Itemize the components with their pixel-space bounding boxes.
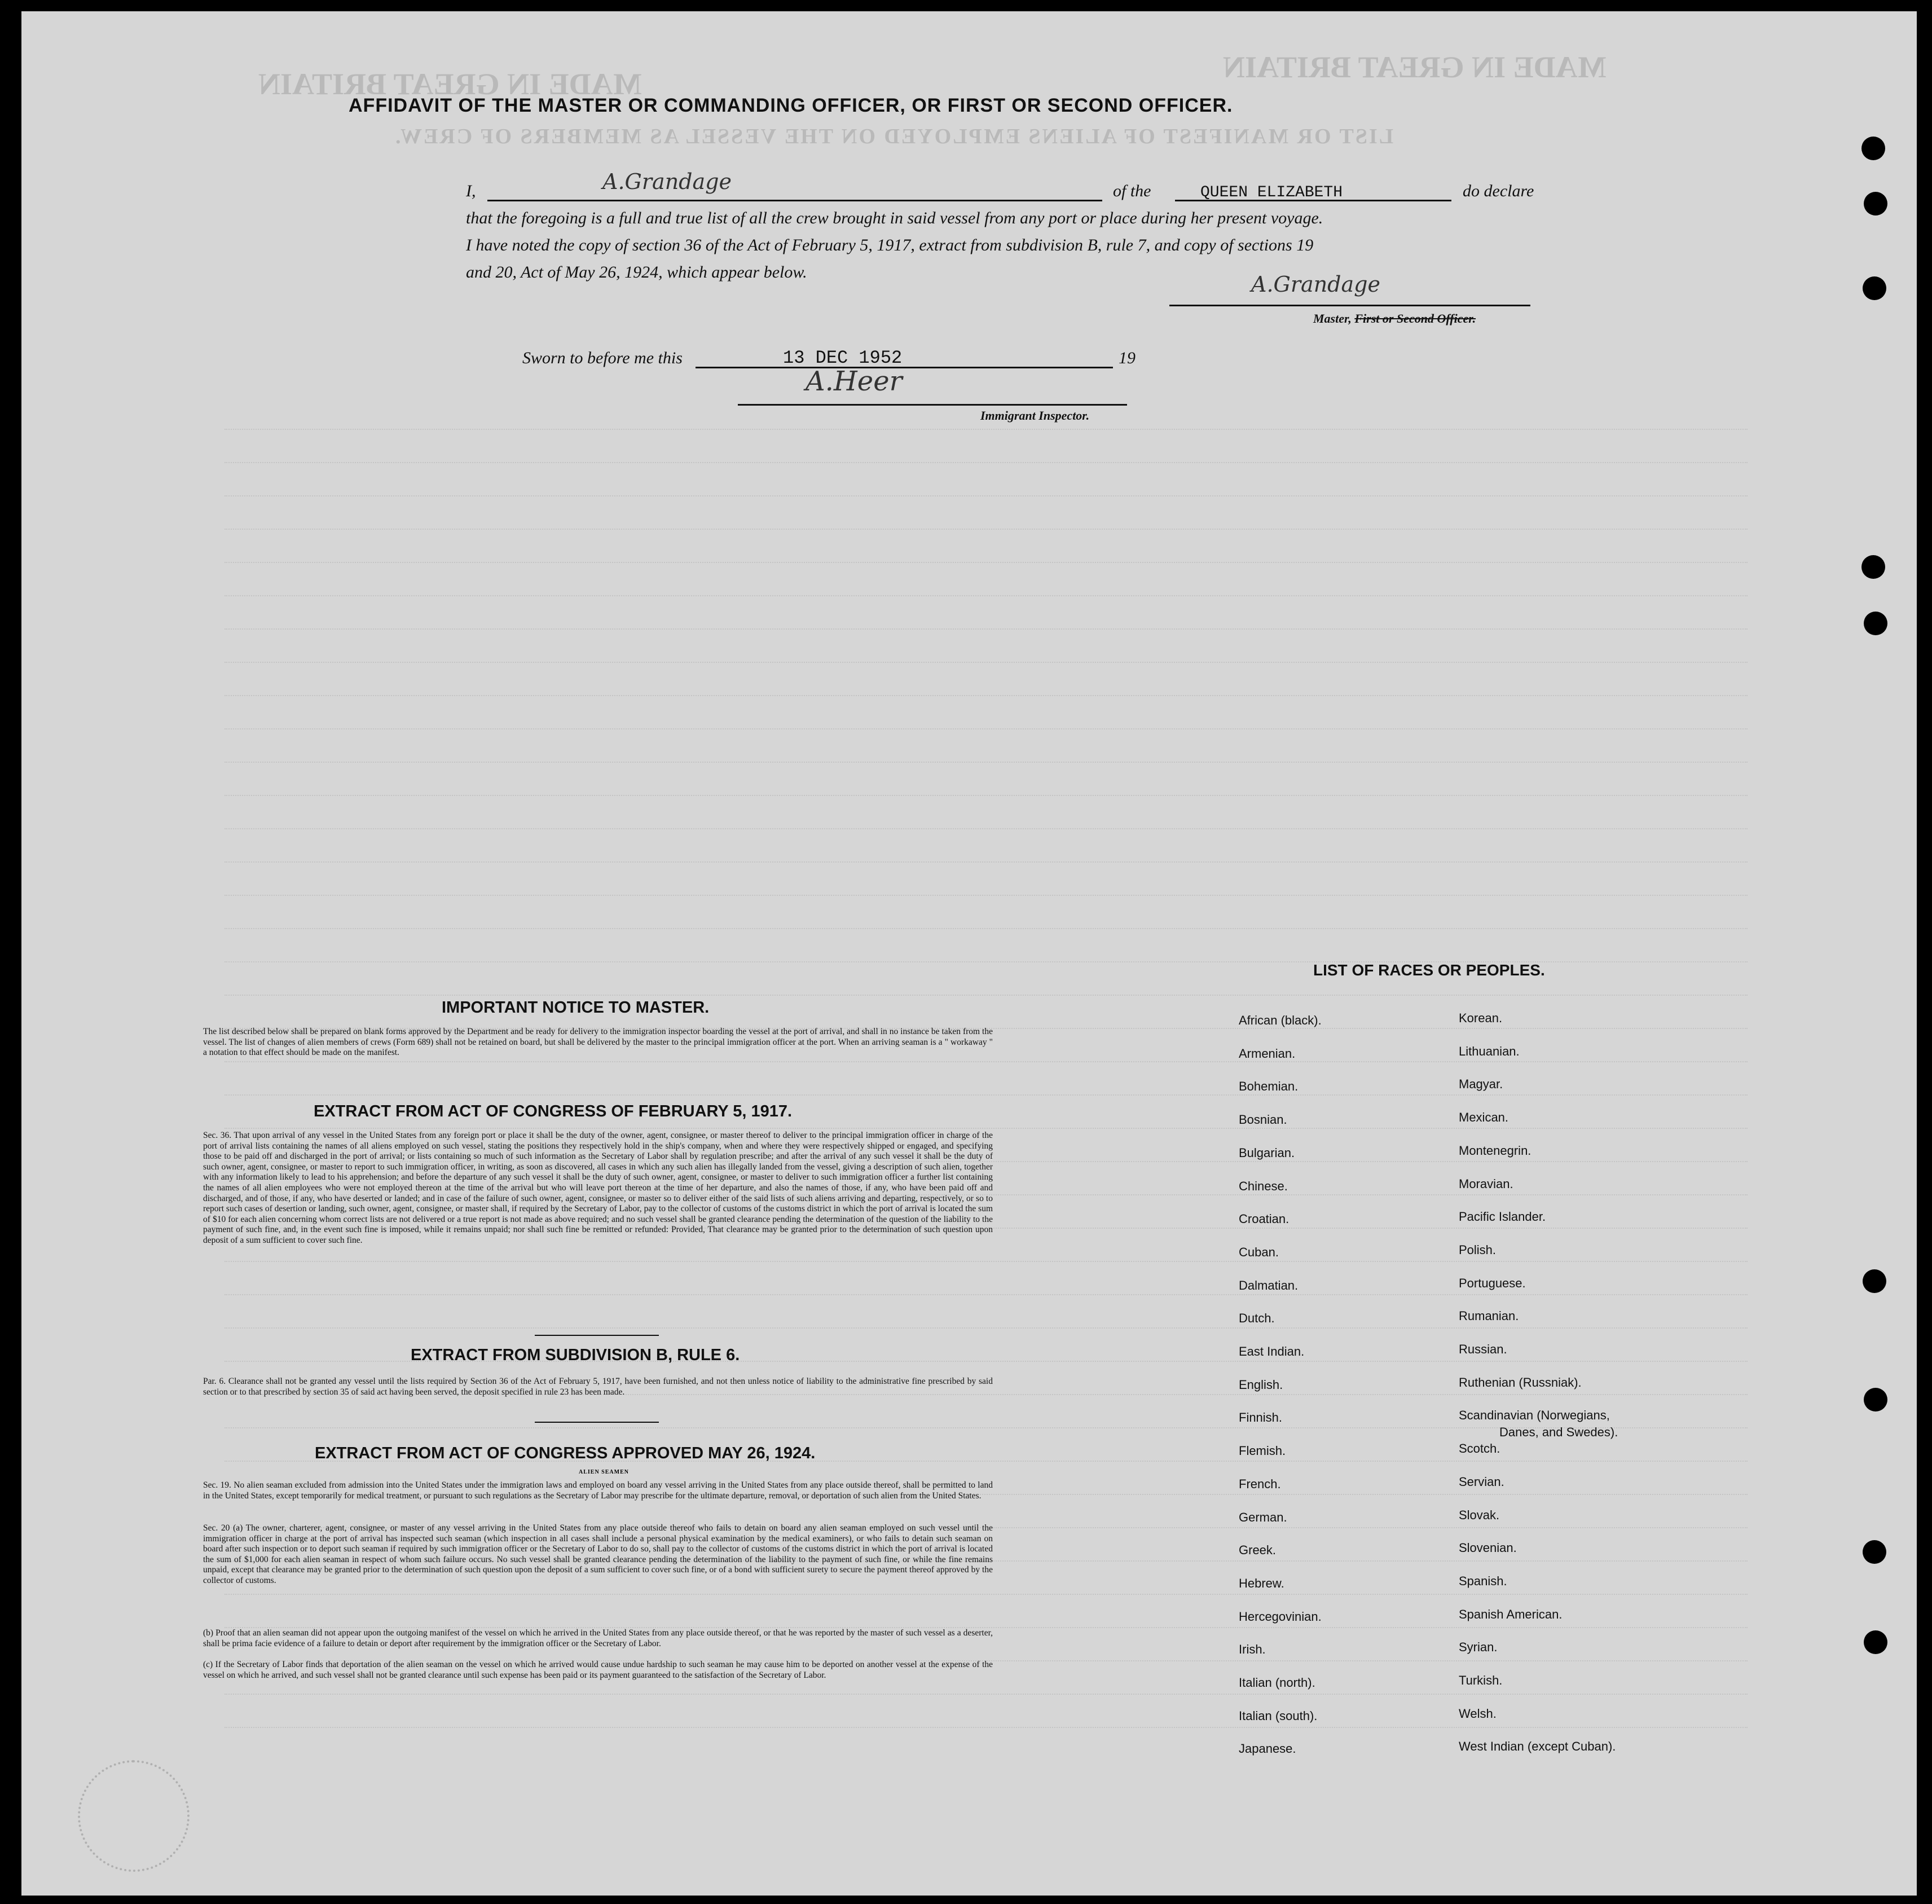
show-through-row-line	[225, 1694, 1748, 1695]
binder-hole-icon	[1863, 1540, 1886, 1564]
document-page	[21, 11, 1917, 1896]
divider-2	[535, 1422, 659, 1423]
show-through-row-line	[225, 529, 1748, 530]
show-through-row-line	[225, 795, 1748, 796]
race-item: Armenian.	[1239, 1046, 1296, 1061]
race-item: Russian.	[1459, 1342, 1507, 1356]
show-through-row-line	[225, 895, 1748, 896]
master-signature: A.Grandage	[1251, 272, 1380, 297]
affidavit-line-3: I have noted the copy of section 36 of the Act of February 5, 1917, extract from subdivision B, rule 7, and copy of sections 19	[466, 236, 1314, 254]
race-item: Pacific Islander.	[1459, 1210, 1546, 1224]
binder-hole-icon	[1864, 1388, 1887, 1411]
race-item: Cuban.	[1239, 1245, 1279, 1259]
divider-1	[535, 1335, 659, 1336]
sec-20b-text: (b) Proof that an alien seaman did not appear upon the outgoing manifest of the vessel on which he arrived in the United States from any place outside thereof, or that he was reported by the master of such vessel as a deserter, shall be prima facie evidence of a failure to detain or deport after requirement by the immigration officer or the Secretary of Labor.	[203, 1628, 993, 1648]
affidavit-title: AFFIDAVIT OF THE MASTER OR COMMANDING OFFICER, OR FIRST OR SECOND OFFICER.	[349, 95, 1233, 116]
race-item: Croatian.	[1239, 1212, 1290, 1226]
subdivision-text: Par. 6. Clearance shall not be granted any vessel until the lists required by Section 36 of the Act of February 5, 1917, have been furnished, and not then unless notice of liability to the administrative fine prescribed by said section or to that prescribed by section 35 of said act having been served, the deposit specified in rule 23 has been made.	[203, 1377, 993, 1397]
show-through-row-line	[225, 628, 1748, 630]
extract-1917-title: EXTRACT FROM ACT OF CONGRESS OF FEBRUARY 5, 1917.	[314, 1102, 793, 1120]
show-through-row-line	[225, 1594, 1748, 1595]
race-item: African (black).	[1239, 1013, 1322, 1027]
show-through-made-in: MADE IN GREAT BRITAIN	[1223, 50, 1607, 84]
inspector-signature: A.Heer	[806, 366, 903, 397]
role-struck: First or Second Officer.	[1354, 311, 1476, 326]
show-through-row-line	[225, 1128, 1748, 1129]
show-through-made-in-2: MADE IN GREAT BRITAIN	[258, 67, 642, 101]
show-through-row-line	[225, 1327, 1748, 1329]
vessel-name: QUEEN ELIZABETH	[1200, 184, 1343, 201]
race-item: Hebrew.	[1239, 1576, 1284, 1590]
extract-1917-text: Sec. 36. That upon arrival of any vessel in the United States from any foreign port or place it shall be the duty of the owner, agent, consignee, or master thereof to deliver to the principal immigration officer in charge of the port of arrival lists containing the names of all aliens employed on such vessel, stating the positions they respectively hold in the ship's company, when and where they were respectively shipped or engaged, and specifying those to be paid off and discharged in the port of arrival; or lists containing so much of such information as the Secretary of Labor shall by regulation prescribe; and after the arrival of any such vessel it shall be the duty of such owner, agent, consignee, or master to report to such immigration officer, in writing, as soon as discovered, all cases in which any such alien has illegally landed from the vessel, giving a description of such alien, together with any information likely to lead to his apprehension; and before the departure of any such vessel it shall be the duty of such owner, agent, consignee, or master to deliver to such immigration officer a further list containing the names of all alien employees who were not employed thereon at the time of the arrival but who will leave port thereon at the time of her departure, and also the names of those, if any, who have been paid off and discharged, and of those, if any, who have deserted or landed; and in case of the failure of such owner, agent, consignee, or master so to deliver either of the said lists of such aliens arriving and departing, respectively, or so to report such cases of desertion or landing, such owner, agent, consignee, or master shall, if required by the Secretary of Labor, pay to the collector of customs of the customs district in which the port of arrival is located the sum of $10 for each alien concerning whom correct lists are not delivered or a true report is not made as above required; and no such vessel shall be granted clearance pending the determination of the question of the liability to the payment of such fine, and, in the event such fine is imposed, while it remains unpaid; nor shall such fine be remitted or refunded: Provided, That clearance may be granted prior to the determination of such question upon deposit of a sum sufficient to cover such fine.	[203, 1131, 993, 1245]
affidavit-line-2: that the foregoing is a full and true list of all the crew brought in said vessel from any port or place during her present voyage.	[466, 209, 1323, 227]
race-item: Chinese.	[1239, 1179, 1288, 1193]
race-item: Dutch.	[1239, 1311, 1275, 1326]
affidavit-i-label: I,	[466, 182, 476, 200]
sworn-label: Sworn to before me this	[522, 349, 683, 367]
sec-19-text: Sec. 19. No alien seaman excluded from admission into the United States under the immigration laws and employed on board any vessel arriving in the United States from any place outside thereof, shall be permitted to land in the United States, except temporarily for medical treatment, or pursuant to such regulations as the Secretary of Labor may prescribe for the ultimate departure, removal, or deportation of such alien from the United States.	[203, 1480, 993, 1501]
binder-hole-icon	[1864, 612, 1887, 635]
sec-20a-text: Sec. 20 (a) The owner, charterer, agent, consignee, or master of any vessel arriving in the United States from any place outside thereof who fails to detain on board any alien seaman employed on such vessel until the immigration officer in charge at the port of arrival has inspected such seaman (which inspection in all cases shall include a personal physical examination by the medical examiners), or who fails to detain such seaman on board after such inspection or to deport such seaman if required by such immigration officer or the Secretary of Labor to do so, shall pay to the collector of customs of the customs district in which the port of arrival is located the sum of $1,000 for each alien seaman in respect of whom such failure occurs. No such vessel shall be granted clearance pending the determination of the liability to the payment of such fine, or while the fine remains unpaid, except that clearance may be granted prior to the determination of such question upon the deposit of a sum sufficient to cover such fine, or of a bond with sufficient surety to secure the payment thereof approved by the collector of customs.	[203, 1523, 993, 1585]
notice-title: IMPORTANT NOTICE TO MASTER.	[442, 999, 710, 1017]
race-item: Portuguese.	[1459, 1276, 1526, 1290]
race-item: Dalmatian.	[1239, 1278, 1299, 1292]
race-item: Flemish.	[1239, 1444, 1286, 1458]
race-item: Scotch.	[1459, 1441, 1500, 1456]
show-through-row-line	[225, 1261, 1748, 1262]
show-through-header: LIST OR MANIFEST OF ALIENS EMPLOYED ON THE VESSEL AS MEMBERS OF CREW.	[394, 125, 1394, 148]
race-item: Servian.	[1459, 1474, 1504, 1489]
subdivision-title: EXTRACT FROM SUBDIVISION B, RULE 6.	[411, 1346, 740, 1364]
race-item: Slovak.	[1459, 1507, 1500, 1522]
race-item: English.	[1239, 1377, 1283, 1392]
race-item: Finnish.	[1239, 1410, 1283, 1425]
race-item: French.	[1239, 1476, 1281, 1491]
notice-text: The list described below shall be prepared on blank forms approved by the Department and be ready for delivery to the immigration inspector boarding the vessel at the port of arrival, and shall in no instance be taken from the vessel. The list of changes of alien members of crews (Form 689) shall not be retained on board, but shall be delivered by the master to the principal immigration officer at the port. When an arriving seaman is a " workaway " a notation to that effect should be made on the manifest.	[203, 1027, 993, 1058]
show-through-row-line	[225, 1294, 1748, 1295]
show-through-row-line	[225, 928, 1748, 929]
race-item: Montenegrin.	[1459, 1143, 1531, 1158]
sworn-rule	[696, 367, 1113, 368]
alien-seamen-subhead: ALIEN SEAMEN	[579, 1469, 629, 1475]
extract-1924-title: EXTRACT FROM ACT OF CONGRESS APPROVED MAY 26, 1924.	[315, 1444, 816, 1462]
race-item: Japanese.	[1239, 1742, 1296, 1756]
do-declare-label: do declare	[1463, 182, 1534, 200]
race-item: Magyar.	[1459, 1077, 1503, 1092]
show-through-row-line	[225, 695, 1748, 696]
race-item: Slovenian.	[1459, 1541, 1517, 1555]
role-master: Master,	[1313, 311, 1352, 326]
stamp-seal-icon	[78, 1760, 190, 1872]
of-the-label: of the	[1113, 182, 1151, 200]
binder-hole-icon	[1863, 1269, 1886, 1293]
race-item: Italian (south).	[1239, 1708, 1318, 1723]
race-item: Hercegovinian.	[1239, 1609, 1322, 1624]
race-item: Scandinavian (Norwegians,	[1459, 1408, 1610, 1423]
show-through-row-line	[225, 495, 1748, 496]
race-item: East Indian.	[1239, 1344, 1305, 1358]
race-item: Moravian.	[1459, 1176, 1513, 1191]
binder-hole-icon	[1861, 555, 1885, 579]
show-through-row-line	[225, 1061, 1748, 1062]
sec-20c-text: (c) If the Secretary of Labor finds that deportation of the alien seaman on the vessel on which he arrived would cause undue hardship to such seaman he may cause him to be deported on another vessel at the expense of the vessel on which he arrived, and such vessel shall not be granted clearance until such expense has been paid or its payment guaranteed to the satisfaction of the Secretary of Labor.	[203, 1660, 993, 1680]
show-through-row-line	[225, 828, 1748, 829]
race-item: Greek.	[1239, 1543, 1277, 1558]
race-item: Syrian.	[1459, 1640, 1498, 1655]
show-through-row-line	[225, 429, 1748, 430]
show-through-row-line	[225, 662, 1748, 663]
race-item: Polish.	[1459, 1242, 1497, 1257]
inspector-rule	[738, 404, 1127, 406]
signature-rule	[1169, 305, 1530, 306]
inspector-label: Immigrant Inspector.	[980, 408, 1090, 423]
master-name: A.Grandage	[602, 169, 732, 194]
race-item: Lithuanian.	[1459, 1044, 1520, 1058]
master-name-rule	[487, 200, 1102, 201]
show-through-row-line	[225, 595, 1748, 596]
show-through-row-line	[225, 728, 1748, 729]
binder-hole-icon	[1864, 1630, 1887, 1654]
sworn-date: 13 DEC 1952	[783, 348, 903, 368]
race-item: Bulgarian.	[1239, 1145, 1295, 1160]
affidavit-line-4: and 20, Act of May 26, 1924, which appear below.	[466, 263, 807, 282]
race-item-continuation: Danes, and Swedes).	[1499, 1425, 1618, 1439]
show-through-row-line	[225, 1094, 1748, 1096]
binder-hole-icon	[1861, 137, 1885, 160]
race-item: Bohemian.	[1239, 1079, 1299, 1094]
binder-hole-icon	[1863, 276, 1886, 300]
race-item: Italian (north).	[1239, 1676, 1315, 1690]
show-through-row-line	[225, 562, 1748, 563]
show-through-row-line	[225, 861, 1748, 863]
race-item: Rumanian.	[1459, 1309, 1519, 1323]
races-title: LIST OF RACES OR PEOPLES.	[1313, 961, 1545, 979]
race-item: German.	[1239, 1510, 1287, 1524]
race-item: Korean.	[1459, 1011, 1503, 1025]
show-through-row-line	[225, 462, 1748, 463]
show-through-row-line	[225, 1727, 1748, 1728]
race-item: Irish.	[1239, 1642, 1266, 1657]
role-label	[1313, 311, 1476, 326]
race-item: West Indian (except Cuban).	[1459, 1739, 1616, 1754]
race-item: Welsh.	[1459, 1706, 1497, 1721]
race-item: Mexican.	[1459, 1110, 1509, 1125]
show-through-row-line	[225, 762, 1748, 763]
race-item: Ruthenian (Russniak).	[1459, 1375, 1582, 1389]
race-item: Spanish American.	[1459, 1607, 1563, 1621]
race-item: Bosnian.	[1239, 1113, 1287, 1127]
year-prefix: 19	[1119, 349, 1136, 367]
race-item: Turkish.	[1459, 1673, 1503, 1687]
race-item: Spanish.	[1459, 1573, 1507, 1588]
show-through-row-line	[225, 995, 1748, 996]
binder-hole-icon	[1864, 192, 1887, 216]
